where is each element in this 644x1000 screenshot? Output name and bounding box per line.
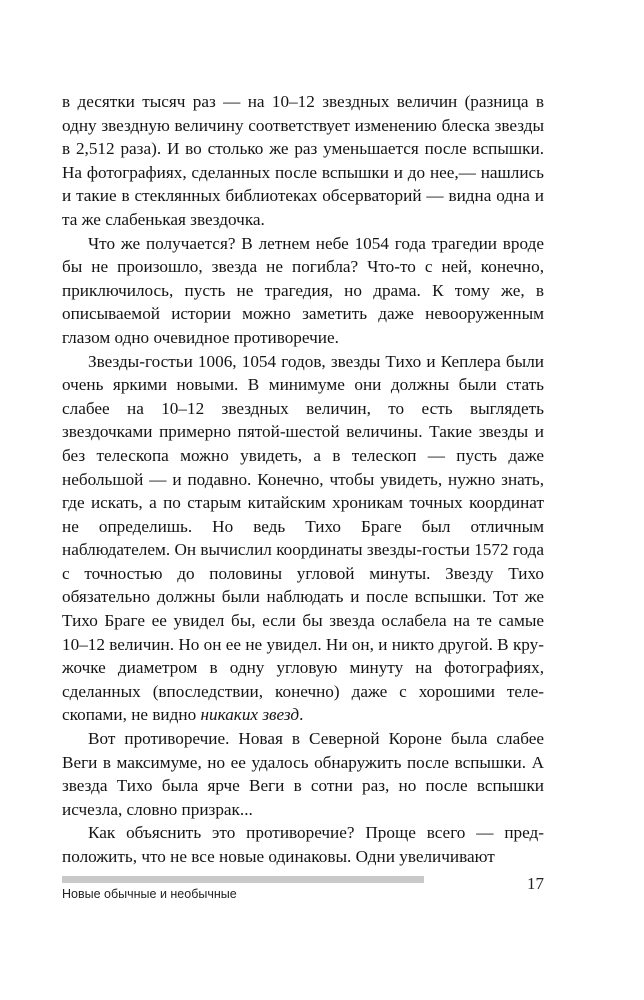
emphasis-text: никаких звезд bbox=[200, 705, 300, 725]
page-number: 17 bbox=[527, 874, 544, 893]
paragraph-5: Как объяснить это противоречие? Проще всего — предположить, что не все новые одинаковы. Одни увеличивают bbox=[62, 823, 544, 866]
paragraph-3-text: Звезды-гостьи 1006, 1054 годов, звезды Тихо и Кеплера были очень яркими новыми. В минимуме они должны были стать слабее на 10–12 звездных величин, то есть выглядеть звездочками примерно пятой-шестой величины. Такие звезды и без телескопа можно увидеть, а в телескоп — пусть даже небольшой — и подавно. Конечно, чтобы увидеть, нужно знать, где искать, а по старым китайским хроникам точных координат не определишь. Но ведь Тихо Браге был отличным наблюдателем. Он вычислил координаты звезды-гостьи 1572 года с точностью до половины угловой минуты. Звезду Тихо обязательно должны были наблюдать и после вспышки. Тот же Тихо Браге ее увидел бы, если бы звезда ослабела на те самые 10–12 величин. Но он ее не увидел. Ни он, и никто другой. В кружочке диаметром в одну угловую минуту на фотографиях, сделанных (впоследствии, конечно) даже с хорошими телескопами, не видно bbox=[62, 351, 544, 725]
footer-rule bbox=[62, 876, 424, 883]
paragraph-1: в десятки тысяч раз — на 10–12 звездных величин (разница в одну звездную величину соответствует изменению блеска звезды в 2,512 раза). И во столько же раз уменьшается после вспышки. На фотографиях, сделанных после вспышки и до нее,— нашлись и такие в стеклянных библиотеках обсерваторий — видна одна и та же слабенькая звездочка. bbox=[62, 92, 544, 229]
running-title: Новые обычные и необычные bbox=[62, 887, 237, 901]
paragraph-3-end: . bbox=[299, 705, 304, 725]
paragraph-3 bbox=[62, 350, 544, 728]
paragraph-4: Вот противоречие. Новая в Северной Короне была слабее Веги в максимуме, но ее удалось обнаружить после вспышки. А звезда Тихо была ярче Веги в сотни раз, но после вспышки исчезла, словно призрак... bbox=[62, 729, 544, 819]
page-body bbox=[62, 90, 544, 869]
paragraph-2: Что же получается? В летнем небе 1054 года трагедии вроде бы не произошло, звезда не погибла? Что-то с ней, конечно, приключилось, пусть не трагедия, но драма. К тому же, в описываемой истории можно заметить даже невооруженным глазом одно очевидное противоречие. bbox=[62, 233, 544, 347]
